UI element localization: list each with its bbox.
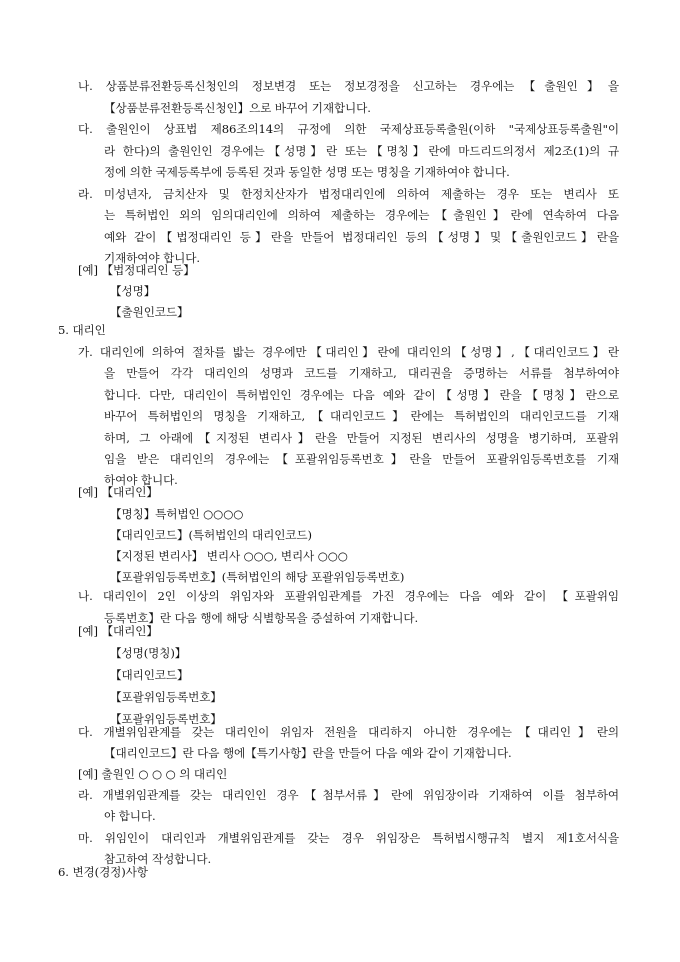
item-na2-line: 등록번호】란 다음 행에 해당 식별항목을 증설하여 기재합니다. xyxy=(104,611,419,625)
item-ga-line: 임을 받은 대리인의 경우에는【포괄위임등록번호】란을 만들어 포괄위임등록번호를 기재 xyxy=(104,452,619,466)
item-da2-line: 다. 개별위임관계를 갖는 대리인이 위임자 전원을 대리하지 아니한 경우에는【대리인】란의 xyxy=(78,725,619,739)
item-da2-line: 【대리인코드】란 다음 행에【특기사항】란을 만들어 다음 예와 같이 기재합니다. xyxy=(104,746,512,760)
item-na-line: 【상품분류전환등록신청인】으로 바꾸어 기재합니다. xyxy=(104,101,371,115)
example-label: [예] 출원인 ○ ○ ○ 의 대리인 xyxy=(78,767,228,781)
item-ra-line: 라. 미성년자, 금치산자 및 한정치산자가 법정대리인에 의하여 제출하는 경우 또는 변리사 또 xyxy=(78,187,619,201)
example-field: 【대리인코드】 xyxy=(110,668,189,682)
item-na-line: 나. 상품분류전환등록신청인의 정보변경 또는 정보경정을 신고하는 경우에는【출원인】을 xyxy=(78,79,619,93)
item-da-line: 라 한다)의 출원인인 경우에는【성명】란 또는【명칭】란에 마드리드의정서 제2조(1)의 규 xyxy=(104,144,619,158)
item-ga-line: 가. 대리인에 의하여 절차를 밟는 경우에만【대리인】란에 대리인의【성명】,【대리인코드】란 xyxy=(78,345,619,359)
example-label: [예] 【법정대리인 등】 xyxy=(78,263,195,277)
item-da-line: 정에 의한 국제등록부에 등록된 것과 동일한 성명 또는 명칭을 기재하여야 합니다. xyxy=(104,165,510,179)
item-ga-line: 하여야 합니다. xyxy=(104,473,178,487)
item-ra2-line: 야 합니다. xyxy=(104,809,156,823)
example-field: 【포괄위임등록번호】(특허법인의 해당 포괄위임등록번호) xyxy=(110,570,405,584)
example-field: 【명칭】특허법인 ○○○○ xyxy=(110,507,244,521)
item-na2-line: 나. 대리인이 2인 이상의 위임자와 포괄위임관계를 가진 경우에는 다음 예와 같이 【포괄위임 xyxy=(78,589,619,603)
example-field: 【출원인코드】 xyxy=(110,305,189,319)
item-ra-line: 는 특허법인 외의 임의대리인에 의하여 제출하는 경우에는【출원인】란에 연속하여 다음 xyxy=(104,208,619,222)
example-field: 【지정된 변리사】 변리사 ○○○, 변리사 ○○○ xyxy=(110,549,348,563)
section-heading: 5. 대리인 xyxy=(58,323,106,337)
item-ga-line: 바꾸어 특허법인의 명칭을 기재하고,【대리인코드】란에는 특허법인의 대리인코드를 기재 xyxy=(104,409,619,423)
example-field: 【대리인코드】(특허법인의 대리인코드) xyxy=(110,528,312,542)
example-field: 【성명】 xyxy=(110,284,156,298)
item-da-line: 다. 출원인이 상표법 제86조의14의 규정에 의한 국제상표등록출원(이하 "국제상표등록출원"이 xyxy=(78,122,619,136)
item-ra-line: 예와 같이【법정대리인 등】란을 만들어 법정대리인 등의【성명】및【출원인코드】란을 xyxy=(104,230,619,244)
item-ra-line: 기재하여야 합니다. xyxy=(104,251,200,265)
item-ma-line: 참고하여 작성합니다. xyxy=(104,852,212,866)
example-field: 【포괄위임등록번호】 xyxy=(110,690,222,704)
item-ga-line: 하며, 그 아래에【지정된 변리사】란을 만들어 지정된 변리사의 성명을 병기하며, 포괄위 xyxy=(104,431,619,445)
item-ma-line: 마. 위임인이 대리인과 개별위임관계를 갖는 경우 위임장은 특허법시행규칙 별지 제1호서식을 xyxy=(78,831,619,845)
example-label: [예] 【대리인】 xyxy=(78,485,158,499)
item-ga-line: 합니다. 다만, 대리인이 특허법인인 경우에는 다음 예와 같이【성명】란을【명칭】란으로 xyxy=(104,388,619,402)
example-field: 【성명(명칭)】 xyxy=(110,646,187,660)
item-ga-line: 을 만들어 각각 대리인의 성명과 코드를 기재하고, 대리권을 증명하는 서류를 첨부하여야 xyxy=(104,366,619,380)
section-heading: 6. 변경(경정)사항 xyxy=(58,865,148,879)
item-ra2-line: 라. 개별위임관계를 갖는 대리인인 경우【첨부서류】란에 위임장이라 기재하여 이를 첨부하여 xyxy=(78,788,619,802)
example-label: [예] 【대리인】 xyxy=(78,624,158,638)
example-field: 【포괄위임등록번호】 xyxy=(110,712,222,726)
